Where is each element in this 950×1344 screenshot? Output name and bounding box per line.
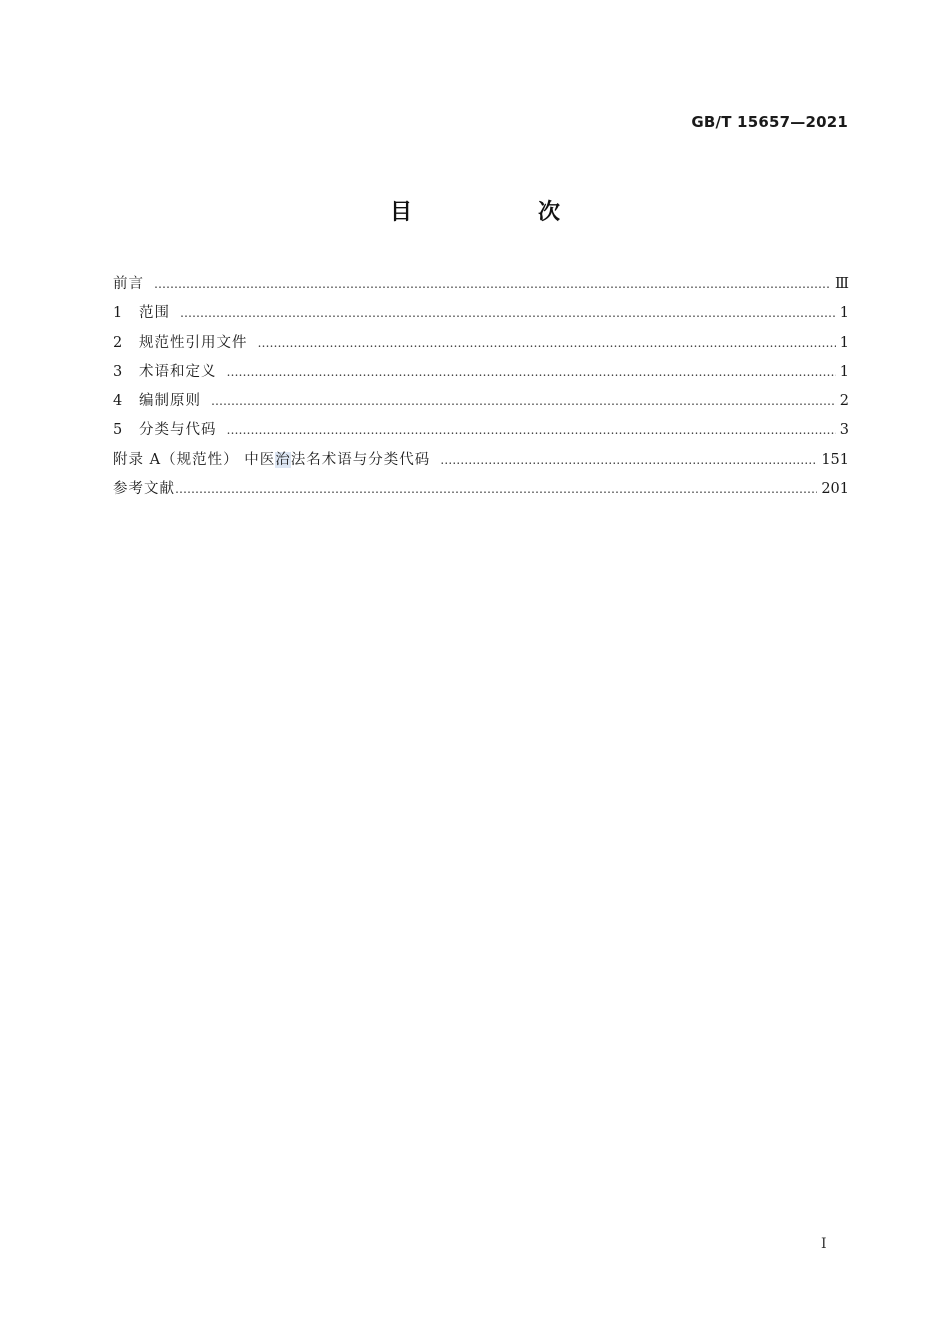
text-selection-highlight: 治 [275,451,291,468]
page-number: I [821,1236,827,1252]
toc-entry-page: 201 [821,481,849,498]
toc-entry-number: 1 [113,305,123,322]
toc-entry-number: 4 [113,393,123,410]
toc-entry-page: 3 [839,422,849,439]
toc-entry-label: 前言 [113,276,144,292]
toc-dot-leader [440,446,817,475]
toc-dot-leader [211,387,836,416]
toc-entry-terms-definitions[interactable] [113,358,849,387]
toc-entry-bibliography[interactable] [113,475,849,504]
toc-entry-normative-references[interactable] [113,329,849,358]
toc-entry-label: 参考文献 [113,481,175,498]
toc-entry-label [113,446,430,475]
standard-code: GB/T 15657—2021 [691,113,848,131]
toc-entry-compilation-principles[interactable] [113,387,849,416]
page-title: 目 次 [389,200,612,225]
toc-entry-number: 5 [113,422,123,439]
toc-entry-page: 1 [839,334,849,351]
toc-dot-leader [227,416,836,445]
toc-entry-scope[interactable] [113,299,849,328]
toc-entry-page: 2 [839,393,849,410]
toc-entry-label: 规范性引用文件 [139,334,248,351]
toc-label-suffix: 法名术语与分类代码 [290,451,431,468]
toc-entry-label: 范围 [139,305,170,322]
toc-entry-label: 分类与代码 [139,422,217,439]
table-of-contents [113,270,849,504]
toc-dot-leader [227,358,836,387]
toc-entry-foreword[interactable] [113,270,849,299]
toc-entry-label: 编制原则 [139,393,201,410]
toc-dot-leader [154,270,831,299]
toc-entry-page: Ⅲ [835,276,849,292]
toc-entry-annex-a[interactable] [113,446,849,475]
toc-label-prefix: 附录 A（规范性） 中医 [113,451,276,468]
toc-entry-number: 3 [113,363,123,380]
toc-entry-page: 1 [839,363,849,380]
toc-entry-number: 2 [113,334,123,351]
toc-entry-label: 术语和定义 [139,363,217,380]
toc-entry-classification-codes[interactable] [113,416,849,445]
toc-entry-page: 1 [839,305,849,322]
toc-dot-leader [180,299,836,328]
toc-dot-leader [175,475,817,504]
toc-entry-page: 151 [821,451,849,468]
toc-dot-leader [258,329,836,358]
